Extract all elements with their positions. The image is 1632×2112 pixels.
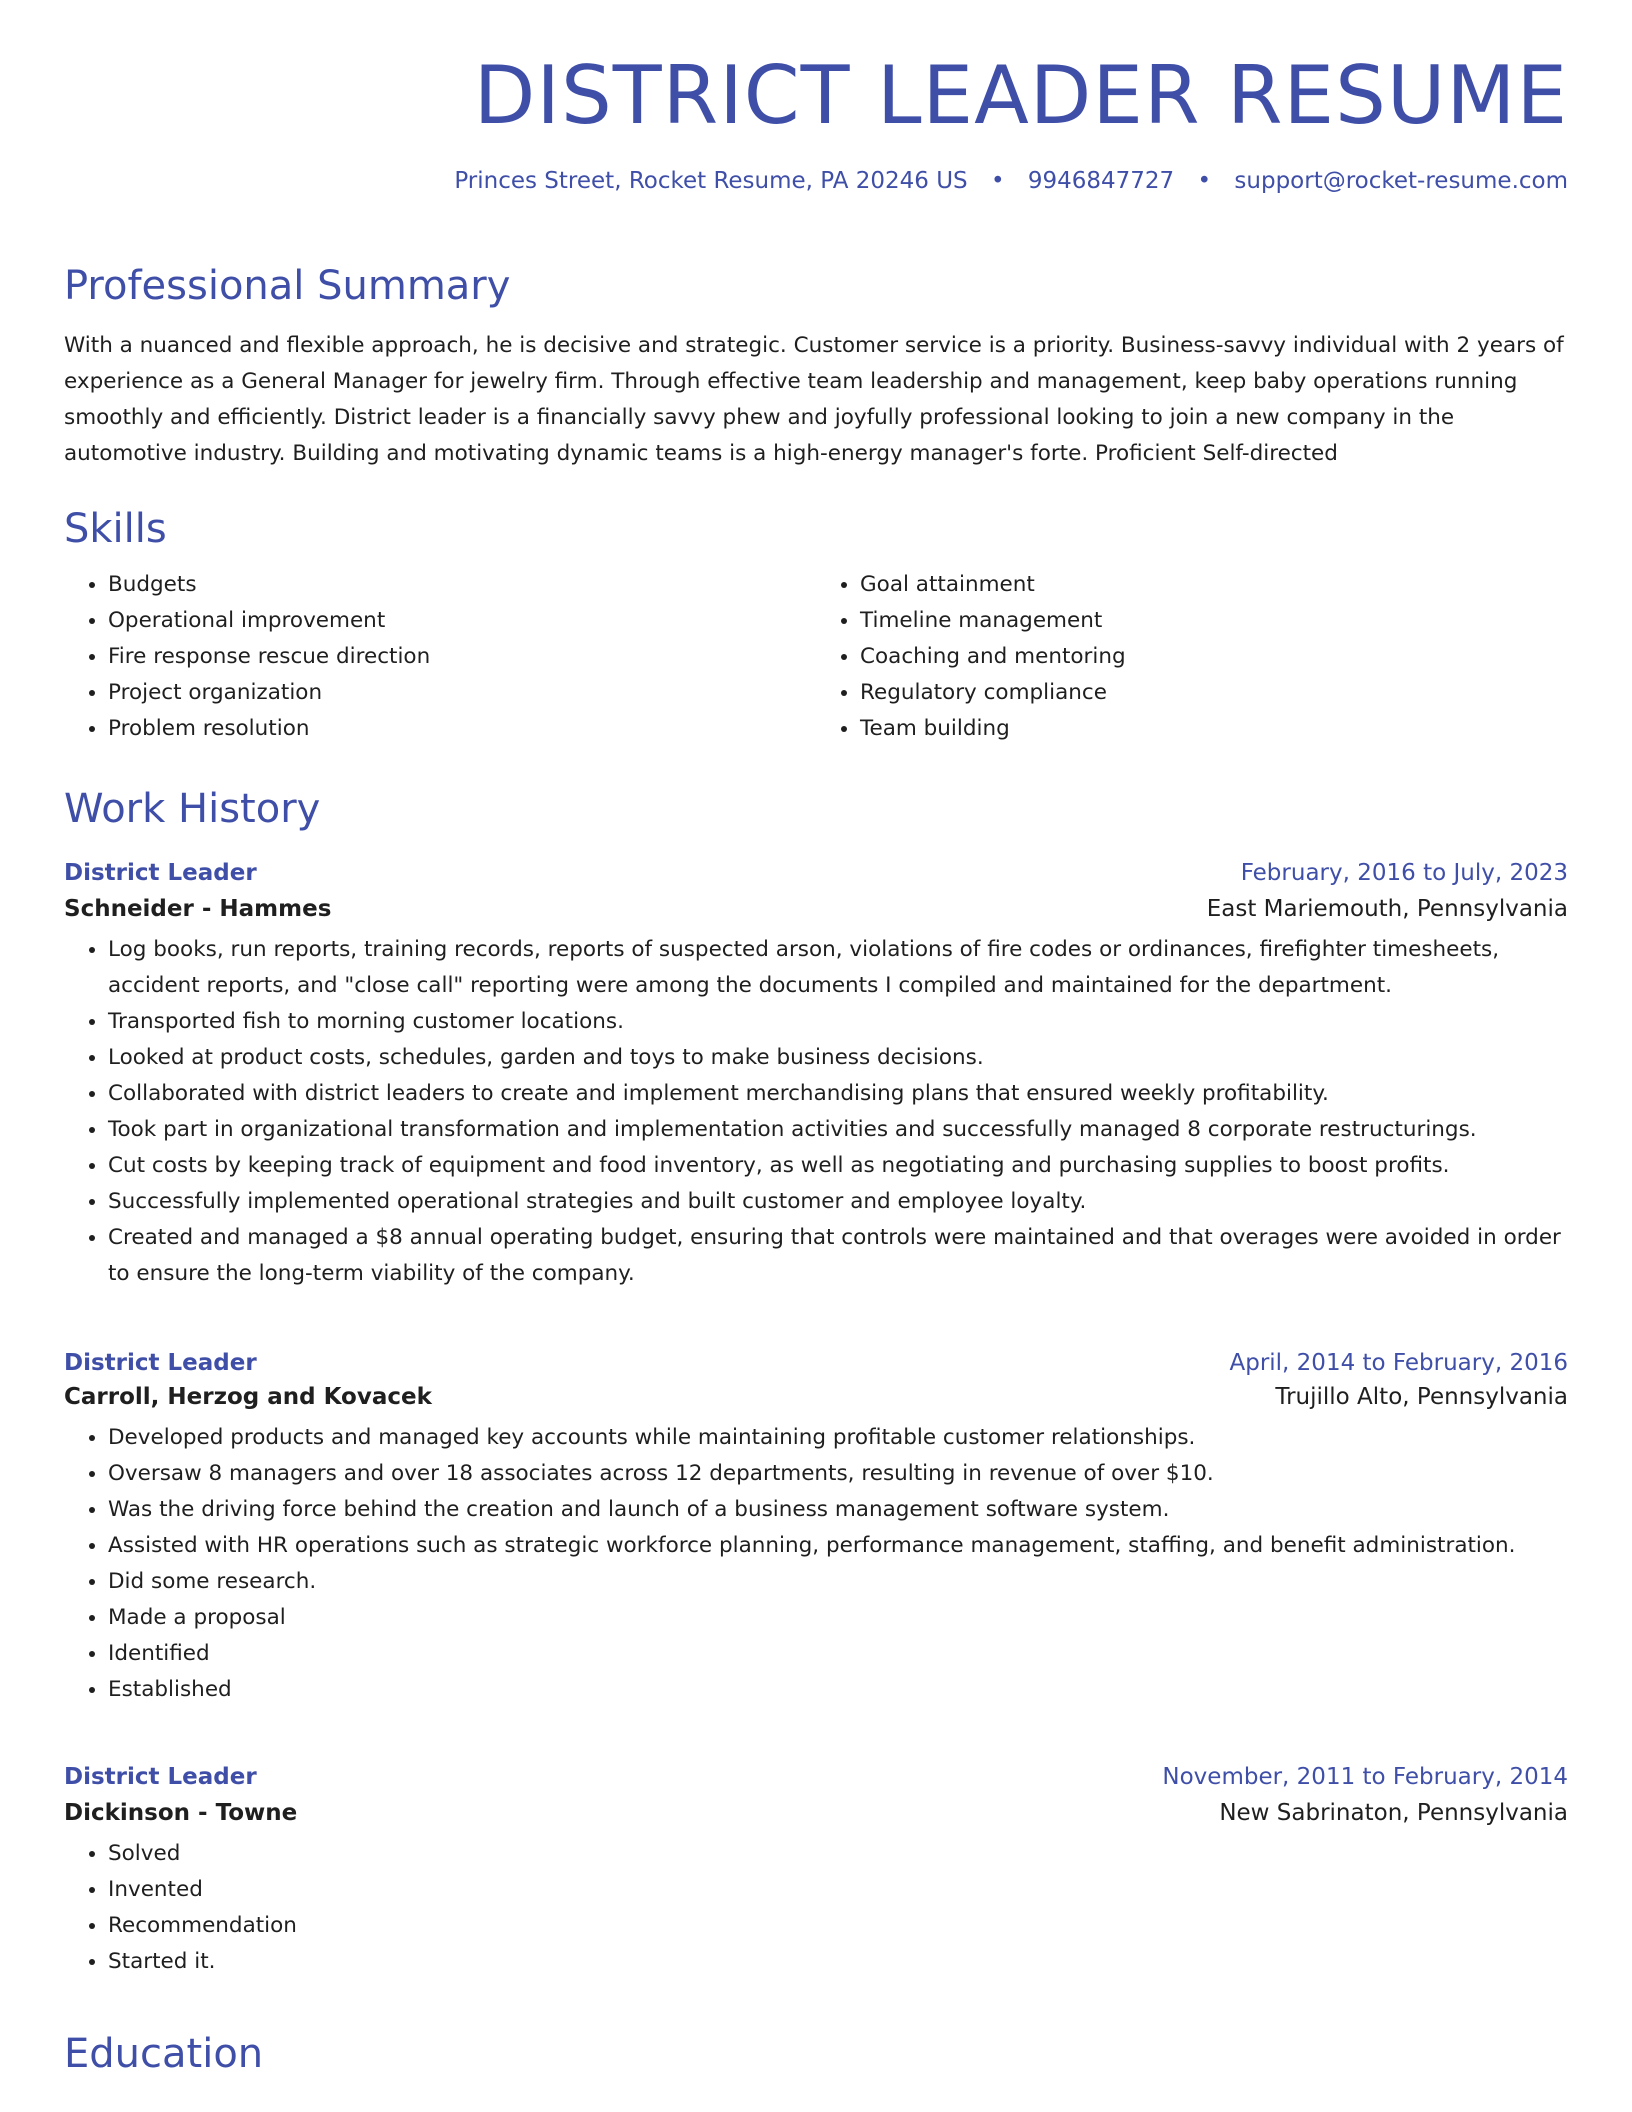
- section-title-education: Education: [64, 2031, 264, 2077]
- job-location: East Mariemouth, Pennsylvania: [1206, 896, 1568, 922]
- duty-item: • Recommendation: [108, 1908, 1568, 1944]
- skill-item: • Fire response rescue direction: [108, 639, 816, 675]
- duty-item: • Cut costs by keeping track of equipment and food inventory, as well as negotiating and purchasing supplies to boost profits.: [108, 1148, 1568, 1184]
- skills-columns: [64, 567, 1568, 747]
- email: support@rocket-resume.com: [1234, 168, 1568, 194]
- duty-item: • Log books, run reports, training records, reports of suspected arson, violations of fire codes or ordinances, firefighter timesheets, accident reports, and "close call" reporting were among the documents I compiled and maintained for the department.: [108, 932, 1568, 1004]
- duty-item: • Oversaw 8 managers and over 18 associates across 12 departments, resulting in revenue of over $10.: [108, 1456, 1568, 1492]
- company-name: Carroll, Herzog and Kovacek: [64, 1384, 432, 1410]
- duty-item: • Invented: [108, 1872, 1568, 1908]
- duty-item: • Assisted with HR operations such as strategic workforce planning, performance management, staffing, and benefit administration.: [108, 1528, 1568, 1564]
- separator: •: [1197, 168, 1212, 194]
- duty-item: • Took part in organizational transformation and implementation activities and successfully managed 8 corporate restructurings.: [108, 1112, 1568, 1148]
- skill-item: • Team building: [860, 711, 1568, 747]
- duties-list: [64, 932, 1568, 1292]
- section-title-summary: Professional Summary: [64, 263, 511, 309]
- section-title-work: Work History: [64, 786, 321, 832]
- job-entry: [64, 1350, 1568, 1708]
- duty-item: • Successfully implemented operational strategies and built customer and employee loyalty.: [108, 1184, 1568, 1220]
- separator: •: [990, 168, 1005, 194]
- duty-item: • Collaborated with district leaders to create and implement merchandising plans that ensured weekly profitability.: [108, 1076, 1568, 1112]
- skill-item: • Coaching and mentoring: [860, 639, 1568, 675]
- job-title-row: [64, 860, 1568, 886]
- skill-item: • Budgets: [108, 567, 816, 603]
- skill-item: • Project organization: [108, 675, 816, 711]
- job-title: District Leader: [64, 1764, 257, 1790]
- duty-item: • Transported fish to morning customer locations.: [108, 1004, 1568, 1040]
- job-location: New Sabrinaton, Pennsylvania: [1219, 1800, 1568, 1826]
- duty-item: • Started it.: [108, 1944, 1568, 1980]
- job-location: Trujillo Alto, Pennsylvania: [1275, 1384, 1568, 1410]
- summary-text: With a nuanced and flexible approach, he is decisive and strategic. Customer service is a priority. Business-savvy individual with 2 years of experience as a General Manager for jewelry firm. Through effective team leadership and management, keep baby operations running smoothly and efficiently. District leader is a financially savvy phew and joyfully professional looking to join a new company in the automotive industry. Building and motivating dynamic teams is a high-energy manager's forte. Proficient Self-directed: [64, 333, 1564, 466]
- skill-item: • Regulatory compliance: [860, 675, 1568, 711]
- job-company-row: [64, 896, 1568, 922]
- duty-item: • Developed products and managed key accounts while maintaining profitable customer relationships.: [108, 1420, 1568, 1456]
- job-dates: April, 2014 to February, 2016: [1229, 1350, 1568, 1376]
- duty-item: • Did some research.: [108, 1564, 1568, 1600]
- job-company-row: [64, 1384, 1568, 1410]
- duty-item: • Created and managed a $8 annual operating budget, ensuring that controls were maintained and that overages were avoided in order to ensure the long-term viability of the company.: [108, 1220, 1568, 1292]
- duty-item: • Established: [108, 1672, 1568, 1708]
- section-title-skills: Skills: [64, 506, 167, 552]
- skills-list-left: [64, 567, 816, 747]
- job-title: District Leader: [64, 860, 257, 886]
- skill-item: • Goal attainment: [860, 567, 1568, 603]
- skills-section: [64, 505, 1568, 747]
- education-section: [64, 2030, 1568, 2078]
- duties-list: [64, 1420, 1568, 1708]
- job-title-row: [64, 1764, 1568, 1790]
- company-name: Schneider - Hammes: [64, 896, 332, 922]
- resume-title: DISTRICT LEADER RESUME: [473, 49, 1568, 142]
- skill-item: • Timeline management: [860, 603, 1568, 639]
- summary-section: [64, 262, 1568, 472]
- duty-item: • Made a proposal: [108, 1600, 1568, 1636]
- job-dates: November, 2011 to February, 2014: [1162, 1764, 1568, 1790]
- job-title: District Leader: [64, 1350, 257, 1376]
- contact-line: [64, 168, 1568, 194]
- duty-item: • Identified: [108, 1636, 1568, 1672]
- job-entry: [64, 860, 1568, 1292]
- duty-item: • Was the driving force behind the creation and launch of a business management software system.: [108, 1492, 1568, 1528]
- work-history-section: [64, 785, 1568, 833]
- skill-item: • Problem resolution: [108, 711, 816, 747]
- resume-header: [64, 0, 1568, 194]
- duties-list: [64, 1836, 1568, 1980]
- job-dates: February, 2016 to July, 2023: [1240, 860, 1568, 886]
- duty-item: • Solved: [108, 1836, 1568, 1872]
- job-title-row: [64, 1350, 1568, 1376]
- job-company-row: [64, 1800, 1568, 1826]
- address: Princes Street, Rocket Resume, PA 20246 US: [454, 168, 968, 194]
- skill-item: • Operational improvement: [108, 603, 816, 639]
- skills-list-right: [816, 567, 1568, 747]
- duty-item: • Looked at product costs, schedules, garden and toys to make business decisions.: [108, 1040, 1568, 1076]
- job-entry: [64, 1764, 1568, 1980]
- phone: 9946847727: [1027, 168, 1175, 194]
- company-name: Dickinson - Towne: [64, 1800, 298, 1826]
